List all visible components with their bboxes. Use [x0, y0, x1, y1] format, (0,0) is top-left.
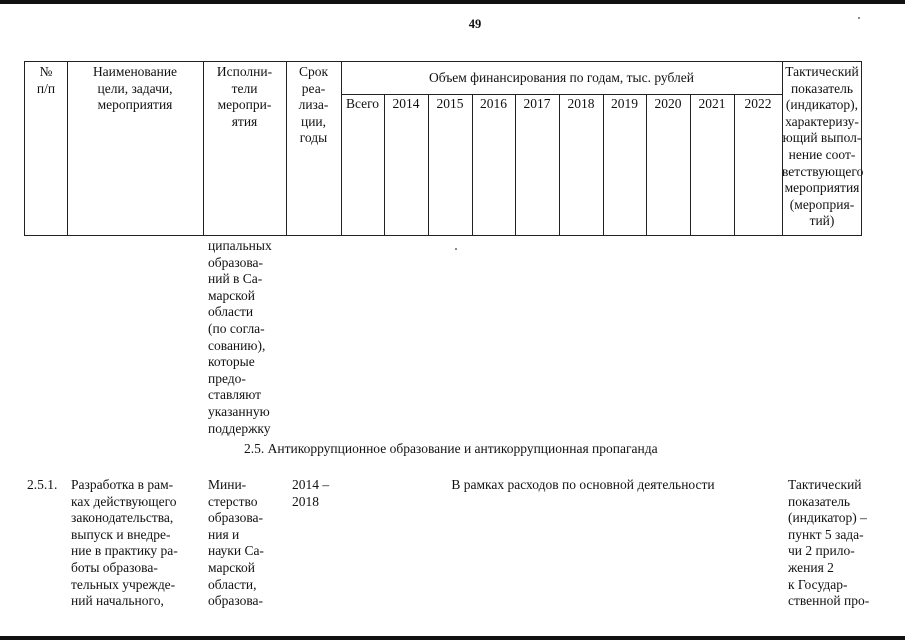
row-indicator: Тактический показатель (индикатор) – пункт 5 зада- чи 2 прило- жения 2 к Государ- ственной про-	[788, 477, 870, 609]
grid-line	[384, 94, 385, 236]
header-executors: Исполни- тели меропри- ятия	[216, 64, 273, 129]
grid-line	[559, 94, 560, 236]
header-term: Срок реа- лиза- ции, годы	[298, 64, 329, 146]
grid-line	[603, 94, 604, 236]
header-financing: Объем финансирования по годам, тыс. рублей	[429, 70, 694, 85]
header-year-2017: 2017	[523, 96, 551, 111]
section-title: 2.5. Антикоррупционное образование и антикоррупционная пропаганда	[244, 441, 658, 456]
header-year-2019: 2019	[611, 96, 638, 111]
header-indicator: Тактический показатель (индикатор), характеризу- ющий выпол- нение соот- ветствующего мероприятия (мероприя- тий)	[782, 64, 864, 229]
header-year-2014: 2014	[392, 96, 420, 111]
header-year-2022: 2022	[744, 96, 772, 111]
grid-line	[690, 94, 691, 236]
grid-line	[646, 94, 647, 236]
grid-line	[341, 61, 342, 236]
header-year-2021: 2021	[698, 96, 726, 111]
header-name: Наименование цели, задачи, мероприятия	[92, 64, 178, 113]
financing-subheader-line	[341, 94, 782, 95]
header-year-2018: 2018	[567, 96, 595, 111]
header-year-2020: 2020	[654, 96, 682, 111]
header-year-2016: 2016	[480, 96, 507, 111]
bottom-border	[0, 636, 905, 640]
grid-line	[734, 94, 735, 236]
header-year-2015: 2015	[436, 96, 464, 111]
top-border	[0, 0, 905, 4]
header-num: № п/п	[36, 64, 56, 96]
row-financing: В рамках расходов по основной деятельности	[451, 477, 715, 492]
row-executors: Мини- стерство образова- ния и науки Са- марской области, образова-	[208, 477, 264, 609]
row-name: Разработка в рам- ках действующего законодательства, выпуск и внедре- ние в практику ра- боты образова- тельных учрежде- ний начального,	[71, 477, 178, 609]
grid-line	[515, 94, 516, 236]
executors-continuation: ципальных образова- ний в Са- марской области (по согла- сованию), которые предо- ставляют указанную поддержку	[208, 238, 272, 436]
header-year-total: Всего	[345, 96, 380, 111]
grid-line	[472, 94, 473, 236]
scan-speck	[858, 17, 860, 19]
row-num: 2.5.1.	[27, 477, 58, 492]
table-top-line	[24, 61, 862, 62]
scan-speck	[455, 248, 457, 250]
grid-line	[428, 94, 429, 236]
page-number: 49	[468, 17, 482, 31]
row-term: 2014 – 2018	[292, 477, 330, 509]
header-bottom-line	[24, 235, 862, 236]
